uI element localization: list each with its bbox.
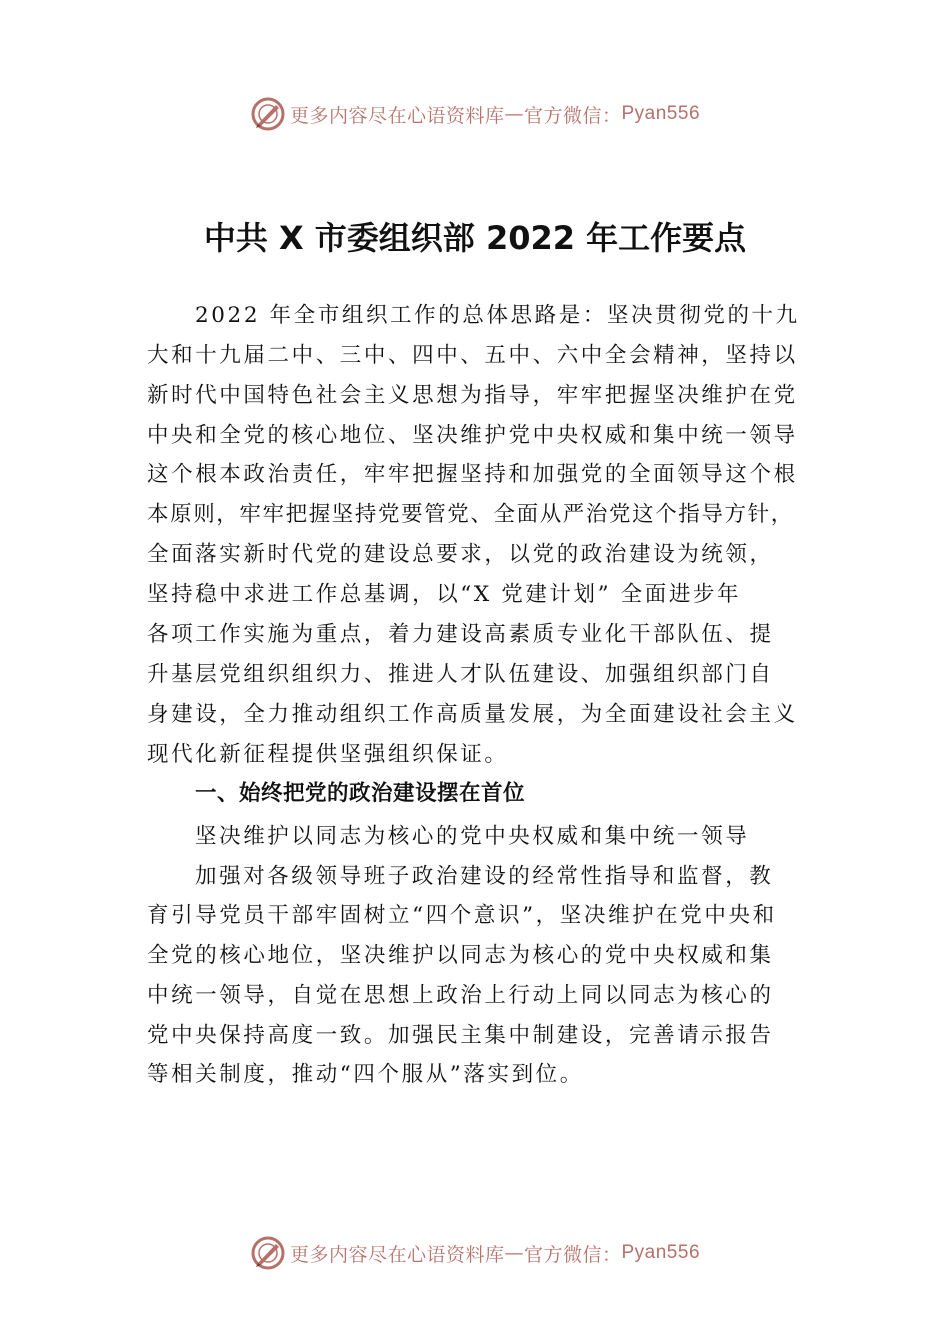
body-line: 这个根本政治责任，牢牢把握坚持和加强党的全面领导这个根: [147, 462, 798, 487]
watermark-site: 更多内容尽在心语资料库: [289, 1243, 505, 1266]
body-line: 全党的核心地位，坚决维护以同志为核心的党中央权威和集: [147, 943, 774, 968]
document-title: 中共 X 市委组织部 2022 年工作要点: [203, 219, 747, 257]
body-line: 育引导党员干部牢固树立“四个意识”，坚决维护在党中央和: [147, 903, 777, 928]
body-line: 等相关制度，推动“四个服从”落实到位。: [147, 1062, 584, 1087]
watermark-wechat-label: 官方微信：: [523, 1243, 622, 1266]
watermark-separator: —: [504, 103, 524, 125]
body-line: 加强对各级领导班子政治建设的经常性指导和监督，教: [195, 864, 774, 889]
pen-logo-icon: [250, 1235, 286, 1271]
body-line: 升基层党组织组织力、推进人才队伍建设、加强组织部门自: [147, 662, 774, 687]
footer-watermark: [0, 1233, 950, 1273]
body-line: 大和十九届二中、三中、四中、五中、六中全会精神，坚持以: [147, 343, 798, 368]
body-line: 党中央保持高度一致。加强民主集中制建设，完善请示报告: [147, 1023, 774, 1048]
watermark-wechat-label: 官方微信：: [523, 104, 622, 127]
body-line: 2022 年全市组织工作的总体思路是：坚决贯彻党的十九: [195, 303, 800, 328]
body-line: 中统一领导，自觉在思想上政治上行动上同以同志为核心的: [147, 983, 774, 1008]
pen-logo-icon: [250, 96, 286, 132]
watermark-wechat-id: Pyan556: [621, 1242, 701, 1263]
header-watermark: [0, 94, 950, 134]
watermark-wechat-id: Pyan556: [621, 103, 701, 124]
body-line: 各项工作实施为重点，着力建设高素质专业化干部队伍、提: [147, 622, 774, 647]
body-line: 新时代中国特色社会主义思想为指导，牢牢把握坚决维护在党: [147, 383, 798, 408]
body-line: 全面落实新时代党的建设总要求，以党的政治建设为统领，: [147, 542, 774, 567]
section-heading: 一、始终把党的政治建设摆在首位: [195, 781, 526, 806]
subheading-line: 坚决维护以同志为核心的党中央权威和集中统一领导: [195, 824, 750, 849]
body-line: 身建设，全力推动组织工作高质量发展，为全面建设社会主义: [147, 702, 798, 727]
watermark-separator: —: [504, 1242, 524, 1264]
watermark-site: 更多内容尽在心语资料库: [289, 104, 505, 127]
body-line: 中央和全党的核心地位、坚决维护党中央权威和集中统一领导: [147, 423, 798, 448]
body-line: 现代化新征程提供坚强组织保证。: [147, 742, 509, 767]
body-line: 坚持稳中求进工作总基调，以“X 党建计划” 全面进步年: [147, 582, 742, 607]
body-line: 本原则，牢牢把握坚持党要管党、全面从严治党这个指导方针，: [147, 502, 794, 527]
